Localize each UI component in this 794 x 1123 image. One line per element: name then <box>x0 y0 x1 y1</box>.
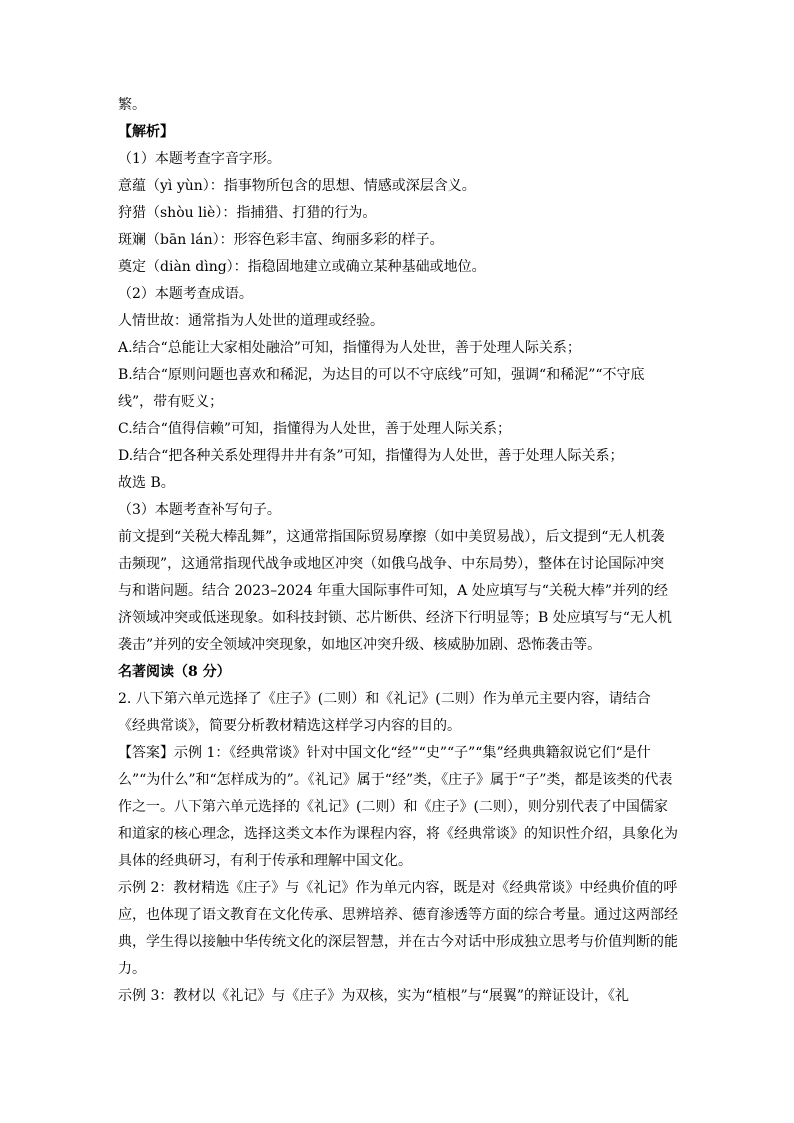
paragraph-yiyun: 意蕴（yì yùn）：指事物所包含的思想、情感或深层含义。 <box>118 178 476 194</box>
paragraph-q3-intro: （3）本题考查补写句子。 <box>118 502 281 518</box>
paragraph-renqingshigu: 人情世故：通常指为人处世的道理或经验。 <box>118 313 384 329</box>
section-heading-classics: 名著阅读（8 分） <box>118 664 231 680</box>
paragraph-option-c: C.结合“值得信赖”可知，指懂得为人处世，善于处理人际关系； <box>118 421 511 437</box>
answer-example-1: 【答案】示例 1：《经典常谈》针对中国文化“经”“史”“子”“集”经典典籍叙说它们“是什么”“为什么”和“怎样成为的”。《礼记》属于“经”类，《庄子》属于“子”类，都是该类的代表作之一。八下第六单元选择的《礼记》(二则）和《庄子》(二则），则分别代表了中国儒家和道家的核心理念，选择这类文本作为课程内容，将《经典常谈》的知识性介绍，具象化为具体的经典研习，有利于传承和理解中国文化。 <box>118 745 678 869</box>
paragraph-q1-intro: （1）本题考查字音字形。 <box>118 151 281 167</box>
answer-example-2: 示例 2：教材精选《庄子》与《礼记》作为单元内容，既是对《经典常谈》中经典价值的呼应，也体现了语文教育在文化传承、思辨培养、德育渗透等方面的综合考量。通过这两部经典，学生得以接触中华传统文化的深层智慧，并在古今对话中形成独立思考与价值判断的能力。 <box>118 880 678 977</box>
paragraph-q2-intro: （2）本题考查成语。 <box>118 286 253 302</box>
paragraph-banlan: 斑斓（bān lán）：形容色彩丰富、绚丽多彩的样子。 <box>118 232 444 248</box>
paragraph-dianding: 奠定（diàn dìng）：指稳固地建立或确立某种基础或地位。 <box>118 259 486 275</box>
document-body <box>118 92 678 1010</box>
question-2: 2. 八下第六单元选择了《庄子》(二则）和《礼记》(二则）作为单元主要内容，请结合《经典常谈》，简要分析教材精选这样学习内容的目的。 <box>118 691 651 734</box>
paragraph-q3-analysis: 前文提到“关税大棒乱舞”，这通常指国际贸易摩擦（如中美贸易战），后文提到“无人机袭击频现”，这通常指现代战争或地区冲突（如俄乌战争、中东局势），整体在讨论国际冲突与和谐问题。结合 2023–2024 年重大国际事件可知，A 处应填写与“关税大棒”并列的经济领域冲突或低迷现象。如科技封锁、芯片断供、经济下行明显等；B 处应填写与“无人机袭击”并列的安全领域冲突现象，如地区冲突升级、核威胁加剧、恐怖袭击等。 <box>118 529 672 653</box>
analysis-heading: 【解析】 <box>118 124 174 140</box>
paragraph-shoulie: 狩猎（shòu liè）：指捕猎、打猎的行为。 <box>118 205 377 221</box>
paragraph-option-a: A.结合“总能让大家相处融洽”可知，指懂得为人处世，善于处理人际关系； <box>118 340 581 356</box>
paragraph-option-d: D.结合“把各种关系处理得井井有条”可知，指懂得为人处世，善于处理人际关系； <box>118 448 624 464</box>
paragraph-answer-b: 故选 B。 <box>118 475 175 491</box>
answer-example-3: 示例 3：教材以《礼记》与《庄子》为双核，实为“植根”与“展翼”的辩证设计，《礼 <box>118 988 629 1004</box>
paragraph-fan: 繁。 <box>118 97 146 113</box>
paragraph-option-b: B.结合“原则问题也喜欢和稀泥，为达目的可以不守底线”可知，强调“和稀泥”“不守底线”，带有贬义； <box>118 367 645 410</box>
